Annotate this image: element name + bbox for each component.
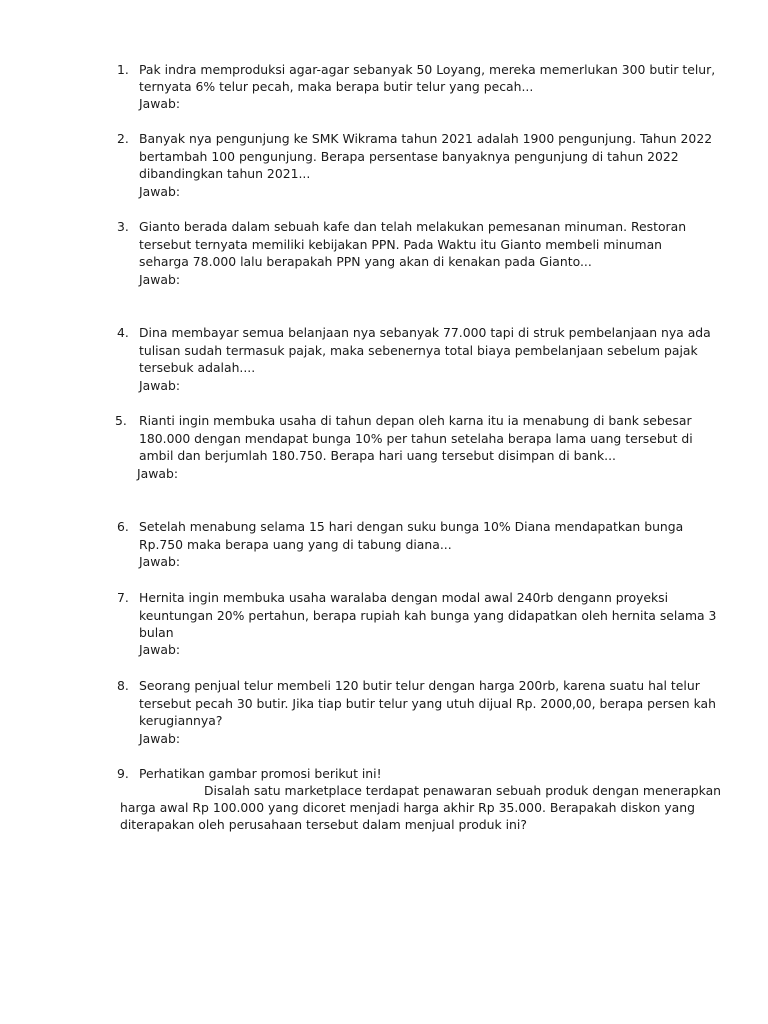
question-number: 9. [117,766,129,781]
question-text-line: harga awal Rp 100.000 yang dicoret menjadi harga akhir Rp 35.000. Berapakah diskon yang [120,800,695,815]
question-text-line: ambil dan berjumlah 180.750. Berapa hari uang tersebut disimpan di bank... [139,448,616,463]
question-text-line: ternyata 6% telur pecah, maka berapa butir telur yang pecah... [139,79,534,94]
question-number: 7. [117,590,129,605]
question-text-line: Rp.750 maka berapa uang yang di tabung diana... [139,537,452,552]
question-text-line: dibandingkan tahun 2021... [139,166,311,181]
question-number: 6. [117,519,129,534]
question-number: 1. [117,62,129,77]
question-text-line: Dina membayar semua belanjaan nya sebanyak 77.000 tapi di struk pembelanjaan nya ada [139,325,711,340]
question-text-line: bertambah 100 pengunjung. Berapa persentase banyaknya pengunjung di tahun 2022 [139,149,679,164]
question-text-line: kerugiannya? [139,713,223,728]
question-text-line: tersebut pecah 30 butir. Jika tiap butir telur yang utuh dijual Rp. 2000,00, berapa persen kah [139,696,716,711]
question-text-line: tersebuk adalah.... [139,360,256,375]
answer-label: Jawab: [139,554,181,569]
question-text-line: Rianti ingin membuka usaha di tahun depan oleh karna itu ia menabung di bank sebesar [139,413,692,428]
answer-label: Jawab: [139,642,181,657]
question-text-line: Gianto berada dalam sebuah kafe dan telah melakukan pemesanan minuman. Restoran [139,219,687,234]
question-text-line: bulan [139,625,174,640]
question-text-line: seharga 78.000 lalu berapakah PPN yang akan di kenakan pada Gianto... [139,254,592,269]
answer-label: Jawab: [139,378,181,393]
answer-label: Jawab: [139,96,181,111]
question-text-line: Seorang penjual telur membeli 120 butir telur dengan harga 200rb, karena suatu hal telur [139,678,700,693]
answer-label: Jawab: [139,184,181,199]
question-text-line: Perhatikan gambar promosi berikut ini! [139,766,382,781]
question-number: 8. [117,678,129,693]
question-number: 2. [117,131,129,146]
question-number: 4. [117,325,129,340]
question-text-line: keuntungan 20% pertahun, berapa rupiah kah bunga yang didapatkan oleh hernita selama 3 [139,608,717,623]
question-text-line: Banyak nya pengunjung ke SMK Wikrama tahun 2021 adalah 1900 pengunjung. Tahun 2022 [139,131,713,146]
answer-label: Jawab: [139,731,181,746]
question-number: 5. [115,413,127,428]
answer-label: Jawab: [139,272,181,287]
answer-label: Jawab: [137,466,179,481]
question-text-line: Disalah satu marketplace terdapat penawaran sebuah produk dengan menerapkan [204,783,722,798]
question-text-line: Hernita ingin membuka usaha waralaba dengan modal awal 240rb dengann proyeksi [139,590,669,605]
question-text-line: Pak indra memproduksi agar-agar sebanyak 50 Loyang, mereka memerlukan 300 butir telur, [139,62,716,77]
question-text-line: 180.000 dengan mendapat bunga 10% per tahun setelaha berapa lama uang tersebut di [139,431,693,446]
question-text-line: tulisan sudah termasuk pajak, maka sebenernya total biaya pembelanjaan sebelum pajak [139,343,698,358]
question-text-line: Setelah menabung selama 15 hari dengan suku bunga 10% Diana mendapatkan bunga [139,519,684,534]
question-text-line: tersebut ternyata memiliki kebijakan PPN. Pada Waktu itu Gianto membeli minuman [139,237,663,252]
question-number: 3. [117,219,129,234]
question-text-line: diterapakan oleh perusahaan tersebut dalam menjual produk ini? [120,817,527,832]
